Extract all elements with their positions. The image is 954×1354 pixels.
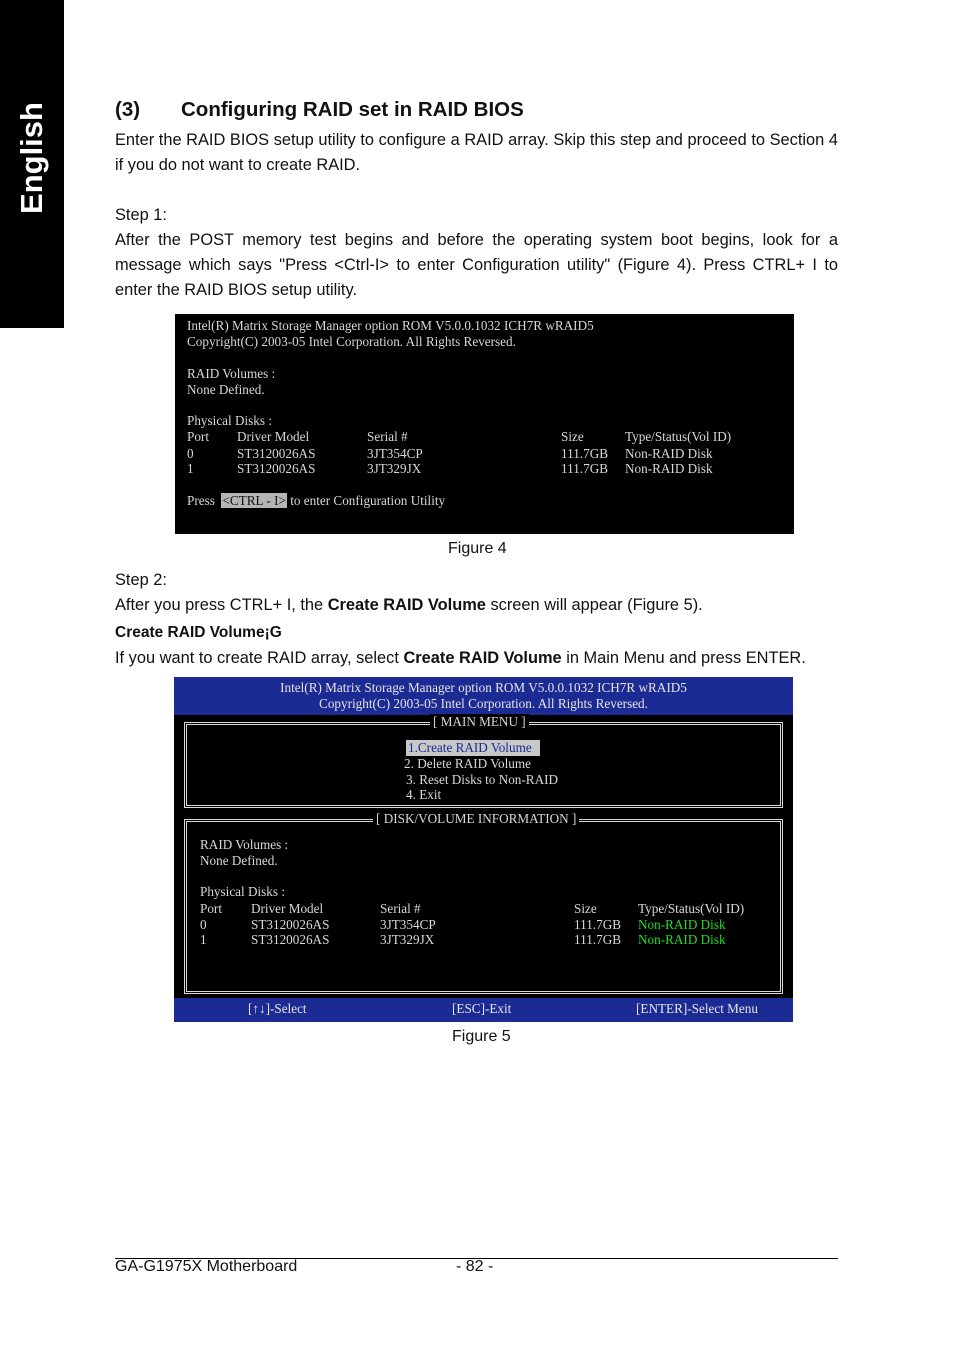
- menu-item-create-raid-volume[interactable]: 1.Create RAID Volume: [406, 740, 540, 756]
- figure4-bios-screen: Intel(R) Matrix Storage Manager option ROM V5.0.0.1032 ICH7R wRAID5 Copyright(C) 2003-05 Intel Corporation. All Rights Reversed. RAID Volumes : None Defined. Physical Disks : Port Driver Model Serial # Size Type/Status(Vol ID) 0 ST3120026AS 3JT354CP 111.7GB Non-RAID Disk 1 ST3120026AS 3JT329JX 111.7GB Non-RAID Disk Press <CTRL - I> to enter Configuration Utility: [175, 314, 794, 534]
- bios-header: [174, 677, 793, 715]
- physical-disks-label: Physical Disks :: [187, 413, 272, 428]
- bios-footer: [174, 998, 793, 1022]
- raid-volumes-value: None Defined.: [187, 382, 265, 397]
- col-port: Port: [200, 901, 222, 916]
- menu-item-delete-raid-volume[interactable]: 2. Delete RAID Volume: [404, 756, 531, 771]
- language-tab-label: English: [14, 102, 49, 214]
- table-row-serial: 3JT354CP: [380, 917, 436, 932]
- physical-disks-label: Physical Disks :: [200, 884, 285, 899]
- table-row-size: 111.7GB: [574, 917, 622, 932]
- ctrl-i-key-highlight: <CTRL - I>: [222, 493, 286, 508]
- table-row-model: ST3120026AS: [251, 917, 330, 932]
- status-badge: Non-RAID Disk: [638, 917, 726, 932]
- step2-label: Step 2:: [115, 571, 167, 589]
- menu-item-exit[interactable]: 4. Exit: [406, 787, 442, 802]
- press-ctrl-i-message: Press <CTRL - I> to enter Configuration Utility: [187, 493, 446, 508]
- step1-label: Step 1:: [115, 206, 167, 224]
- intro-paragraph: Enter the RAID BIOS setup utility to configure a RAID array. Skip this step and proceed to Section 4 if you do not want to create RAID.: [115, 131, 838, 174]
- section-title: Configuring RAID set in RAID BIOS: [181, 98, 524, 121]
- raid-volumes-label: RAID Volumes :: [200, 837, 289, 852]
- language-tab: [0, 0, 64, 328]
- section-number: (3): [115, 98, 141, 121]
- col-size: Size: [574, 901, 597, 916]
- footer-model: GA-G1975X Motherboard: [115, 1258, 298, 1275]
- hint-enter: [ENTER]-Select Menu: [636, 1001, 758, 1016]
- col-type: Type/Status(Vol ID): [638, 901, 745, 916]
- main-menu-label: [ MAIN MENU ]: [430, 714, 529, 730]
- step1-paragraph: After the POST memory test begins and before the operating system boot begins, look for a message which says "Press <Ctrl-I> to enter Configuration utility" (Figure 4). Press CTRL+ I to enter the RAID BIOS setup utility.: [115, 231, 838, 299]
- figure4-caption: Figure 4: [448, 540, 507, 557]
- status-badge: Non-RAID Disk: [638, 932, 726, 947]
- col-serial: Serial #: [367, 429, 408, 444]
- table-row-port: 0: [200, 917, 207, 932]
- table-row-model: ST3120026AS: [251, 932, 330, 947]
- col-serial: Serial #: [380, 901, 421, 916]
- raid-volumes-label: RAID Volumes :: [187, 366, 276, 381]
- raid-volumes-value: None Defined.: [200, 853, 278, 868]
- copyright: Copyright(C) 2003-05 Intel Corporation. All Rights Reversed.: [319, 696, 648, 711]
- disk-volume-info-box: [184, 811, 783, 994]
- rom-title: Intel(R) Matrix Storage Manager option ROM V5.0.0.1032 ICH7R wRAID5: [187, 318, 594, 333]
- figure5-bios-screen: [174, 677, 793, 1022]
- section-heading: [115, 98, 524, 122]
- figure5-caption: Figure 5: [452, 1028, 511, 1045]
- rom-title: Intel(R) Matrix Storage Manager option ROM V5.0.0.1032 ICH7R wRAID5: [280, 680, 687, 695]
- col-port: Port: [187, 429, 209, 444]
- col-model: Driver Model: [237, 429, 310, 444]
- step2-paragraph: After you press CTRL+ I, the Create RAID Volume screen will appear (Figure 5).: [115, 596, 703, 614]
- table-row-serial: 3JT329JX: [380, 932, 435, 947]
- menu-item-reset-disks[interactable]: 3. Reset Disks to Non-RAID: [406, 772, 559, 787]
- col-size: Size: [561, 429, 584, 444]
- copyright: Copyright(C) 2003-05 Intel Corporation. All Rights Reversed.: [187, 334, 516, 349]
- col-type: Type/Status(Vol ID): [625, 429, 732, 444]
- table-row-size: 111.7GB: [574, 932, 622, 947]
- table-row-port: 1: [200, 932, 207, 947]
- create-raid-subheading: Create RAID Volume¡G: [115, 624, 282, 641]
- page-number: - 82 -: [456, 1258, 494, 1275]
- disk-volume-info-label: [ DISK/VOLUME INFORMATION ]: [373, 811, 579, 827]
- create-raid-paragraph: If you want to create RAID array, select Create RAID Volume in Main Menu and press ENTER.: [115, 649, 806, 667]
- hint-exit: [ESC]-Exit: [452, 1001, 512, 1016]
- col-model: Driver Model: [251, 901, 324, 916]
- main-menu-box: [184, 714, 783, 808]
- hint-select: [↑↓]-Select: [248, 1001, 307, 1016]
